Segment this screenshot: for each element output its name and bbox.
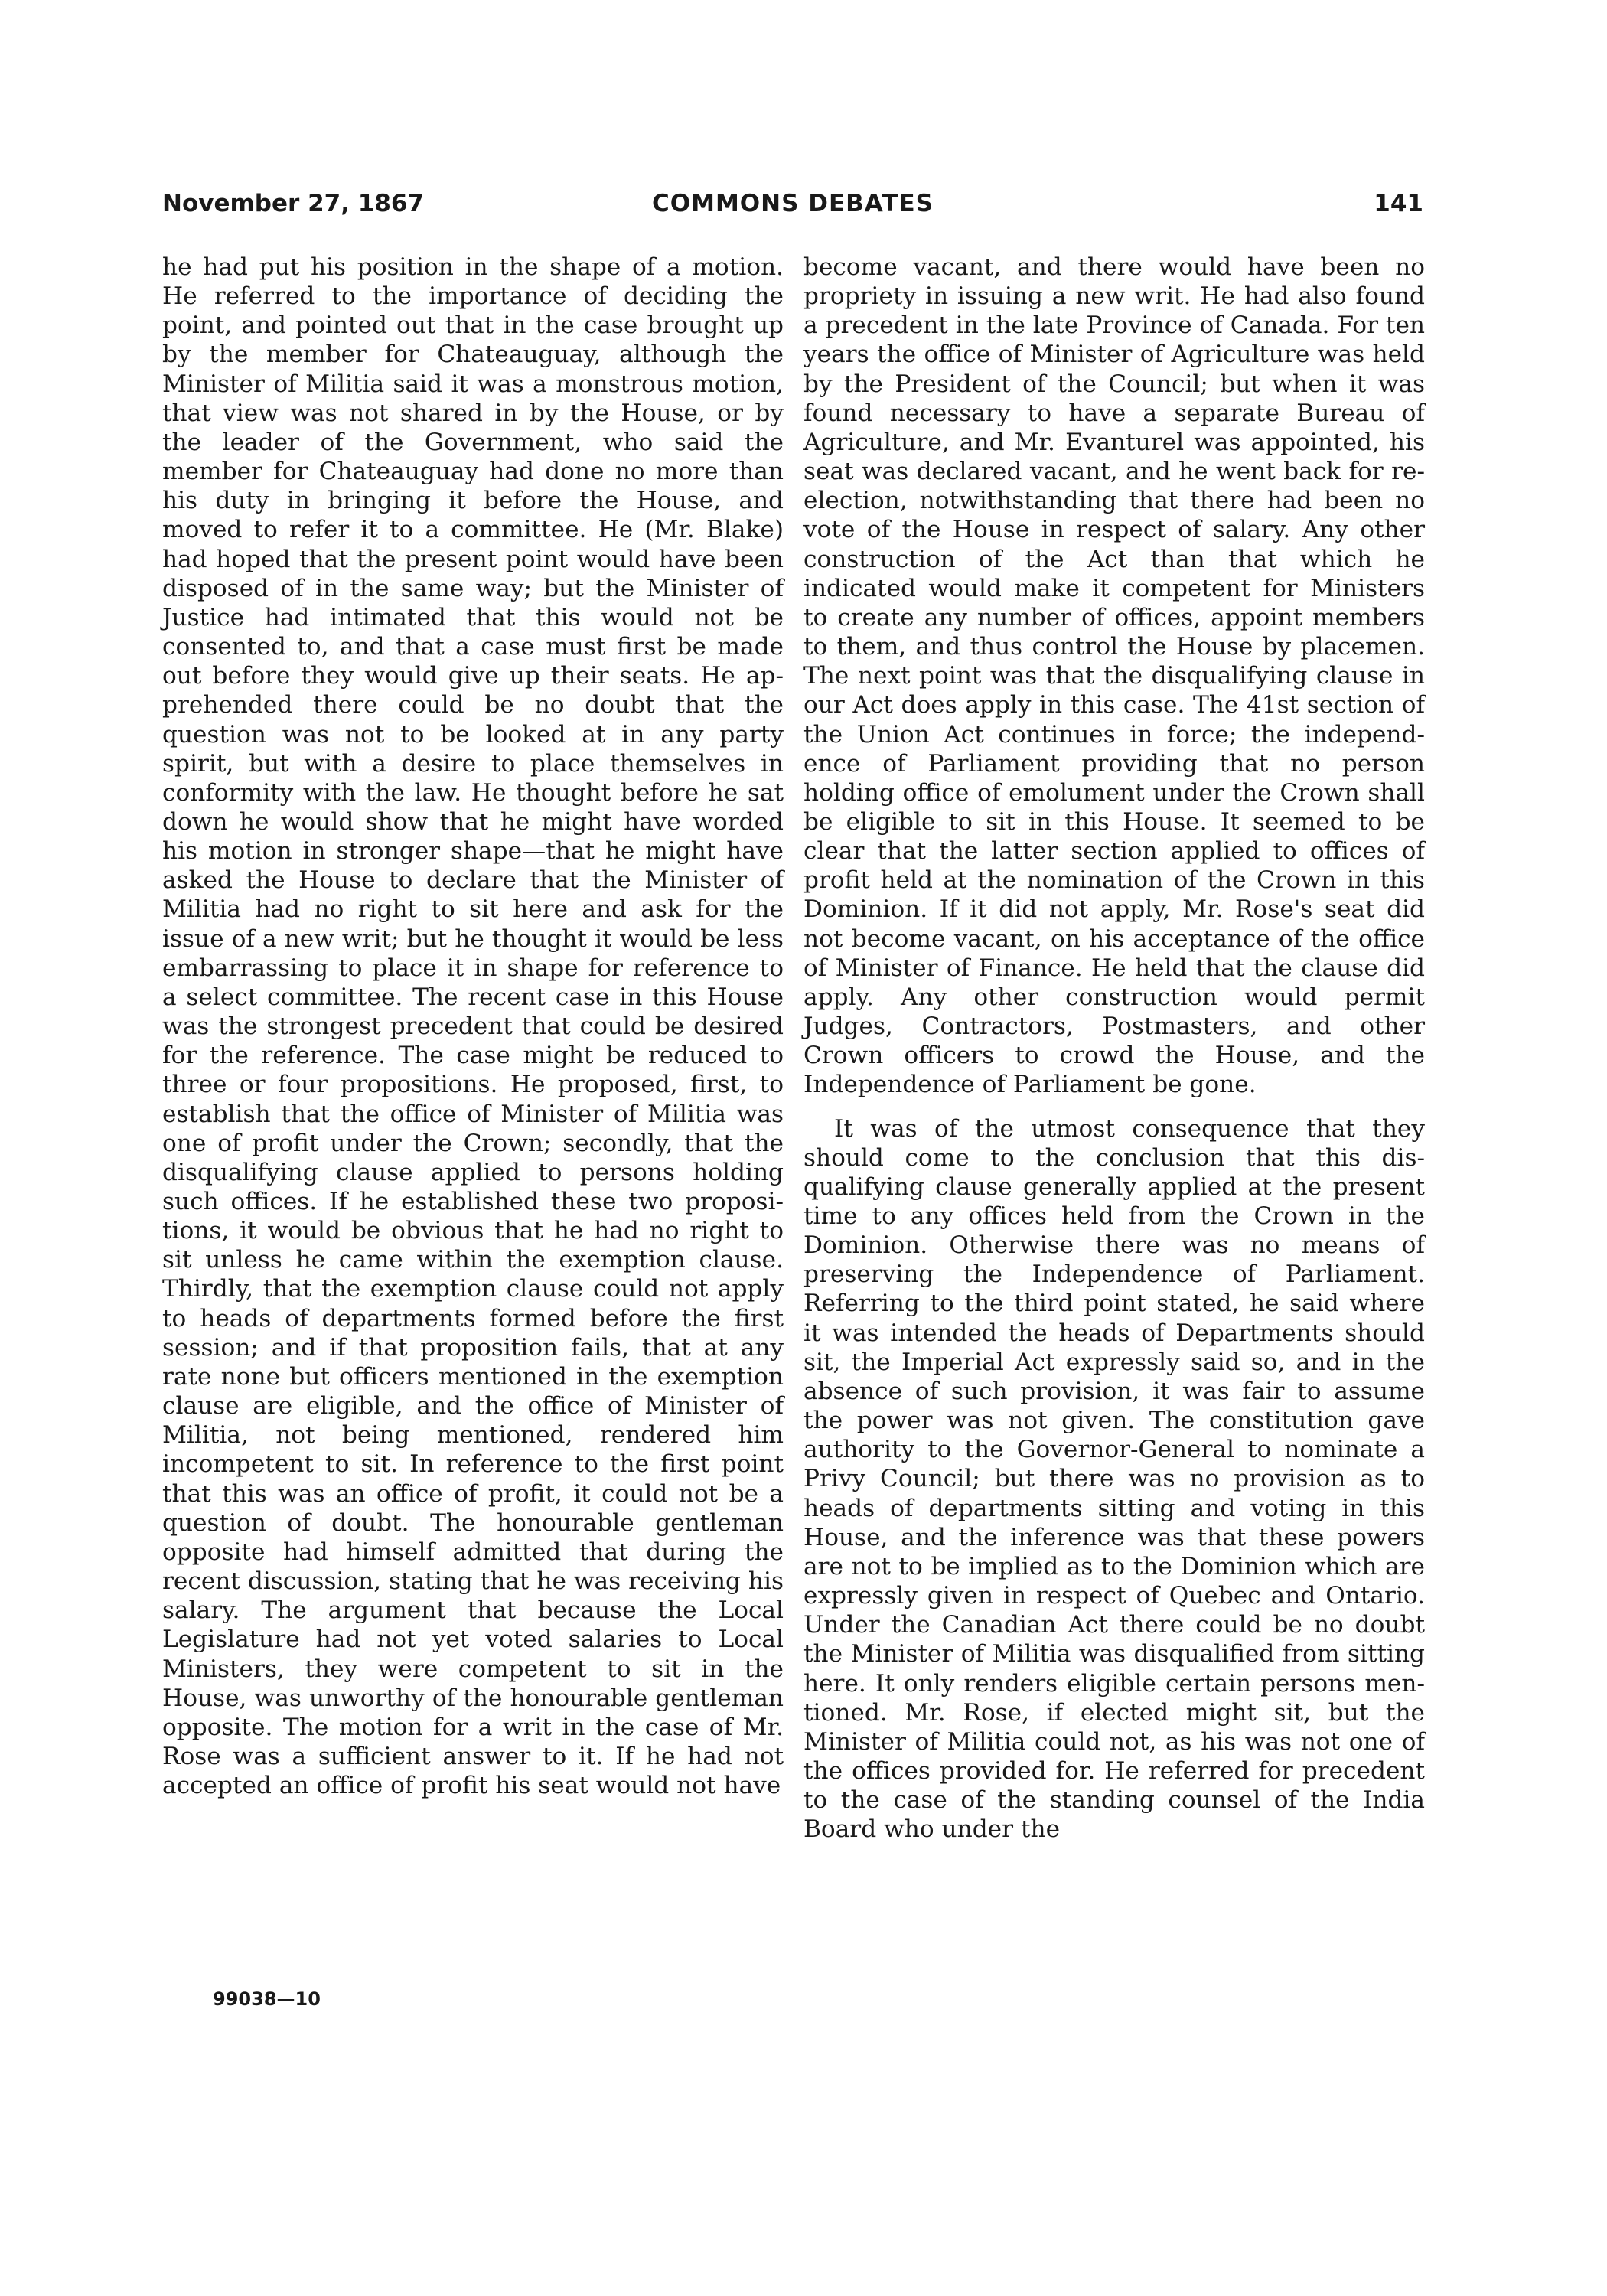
- right-paragraph-2: It was of the utmost consequence that they should come to the conclusion that this disqualifying clause generally applied at the present time to any offices held from the Crown in the Dominion. Otherwise there was no means of preserving the Independence of Parliament. Referring to the third point stated, he said where it was intended the heads of Departments should sit, the Imperial Act expressly said so, and in the absence of such provision, it was fair to assume the power was not given. The constitution gave authority to the Governor-General to nominate a Privy Council; but there was no provision as to heads of departments sitting and voting in this House, and the inference was that these powers are not to be implied as to the Dominion which are expressly given in respect of Quebec and Ontario. Under the Canadian Act there could be no doubt the Minister of Militia was disqualified from sitting here. It only renders eligible certain persons mentioned. Mr. Rose, if elected might sit, but the Minister of Militia could not, as his was not one of the offices provided for. He referred for precedent to the case of the standing counsel of the India Board who under the: [804, 1114, 1425, 1844]
- left-paragraph-1: he had put his position in the shape of a motion. He referred to the importance of deciding the point, and pointed out that in the case brought up by the member for Chateauguay, although the Minister of Militia said it was a monstrous motion, that view was not shared in by the House, or by the leader of the Government, who said the member for Chateauguay had done no more than his duty in bringing it before the House, and moved to refer it to a committee. He (Mr. Blake) had hoped that the present point would have been disposed of in the same way; but the Minister of Justice had intimated that this would not be consented to, and that a case must first be made out before they would give up their seats. He apprehended there could be no doubt that the question was not to be looked at in any party spirit, but with a desire to place themselves in conformity with the law. He thought before he sat down he would show that he might have worded his motion in stronger shape—that he might have asked the House to declare that the Minister of Militia had no right to sit here and ask for the issue of a new writ; but he thought it would be less embarrassing to place it in shape for reference to a select committee. The recent case in this House was the strongest precedent that could be desired for the reference. The case might be reduced to three or four propositions. He proposed, first, to establish that the office of Minister of Militia was one of profit under the Crown; secondly, that the disqualifying clause applied to persons holding such offices. If he established these two propositions, it would be obvious that he had no right to sit unless he came within the exemption clause. Thirdly, that the exemption clause could not apply to heads of departments formed before the first session; and if that proposition fails, that at any rate none but officers mentioned in the exemption clause are eligible, and the office of Minister of Militia, not being mentioned, rendered him incompetent to sit. In reference to the first point that this was an office of profit, it could not be a question of doubt. The honourable gentleman opposite had himself admitted that during the recent discussion, stating that he was receiving his salary. The argument that because the Local Legislature had not yet voted salaries to Local Ministers, they were competent to sit in the House, was unworthy of the honourable gentleman opposite. The motion for a writ in the case of Mr. Rose was a sufficient answer to it. If he had not accepted an office of profit his seat would not have: [162, 253, 784, 1800]
- page-header: [162, 190, 1423, 227]
- left-column: [162, 253, 784, 1800]
- signature-code: 99038—10: [213, 1988, 321, 2010]
- right-column: [804, 253, 1425, 1844]
- header-date: November 27, 1867: [162, 190, 425, 217]
- right-paragraph-1: become vacant, and there would have been no propriety in issuing a new writ. He had also found a precedent in the late Province of Canada. For ten years the office of Minister of Agriculture was held by the President of the Council; but when it was found necessary to have a separate Bureau of Agriculture, and Mr. Evanturel was appointed, his seat was declared vacant, and he went back for reelection, notwithstanding that there had been no vote of the House in respect of salary. Any other construction of the Act than that which he indicated would make it competent for Ministers to create any number of offices, appoint members to them, and thus control the House by placemen. The next point was that the disqualifying clause in our Act does apply in this case. The 41st section of the Union Act continues in force; the independence of Parliament providing that no person holding office of emolument under the Crown shall be eligible to sit in this House. It seemed to be clear that the latter section applied to offices of profit held at the nomination of the Crown in this Dominion. If it did not apply, Mr. Rose's seat did not become vacant, on his acceptance of the office of Minister of Finance. He held that the clause did apply. Any other construction would permit Judges, Contractors, Postmasters, and other Crown officers to crowd the House, and the Independence of Parliament be gone.: [804, 253, 1425, 1099]
- header-title: COMMONS DEBATES: [652, 190, 934, 217]
- page-number: 141: [1374, 190, 1423, 217]
